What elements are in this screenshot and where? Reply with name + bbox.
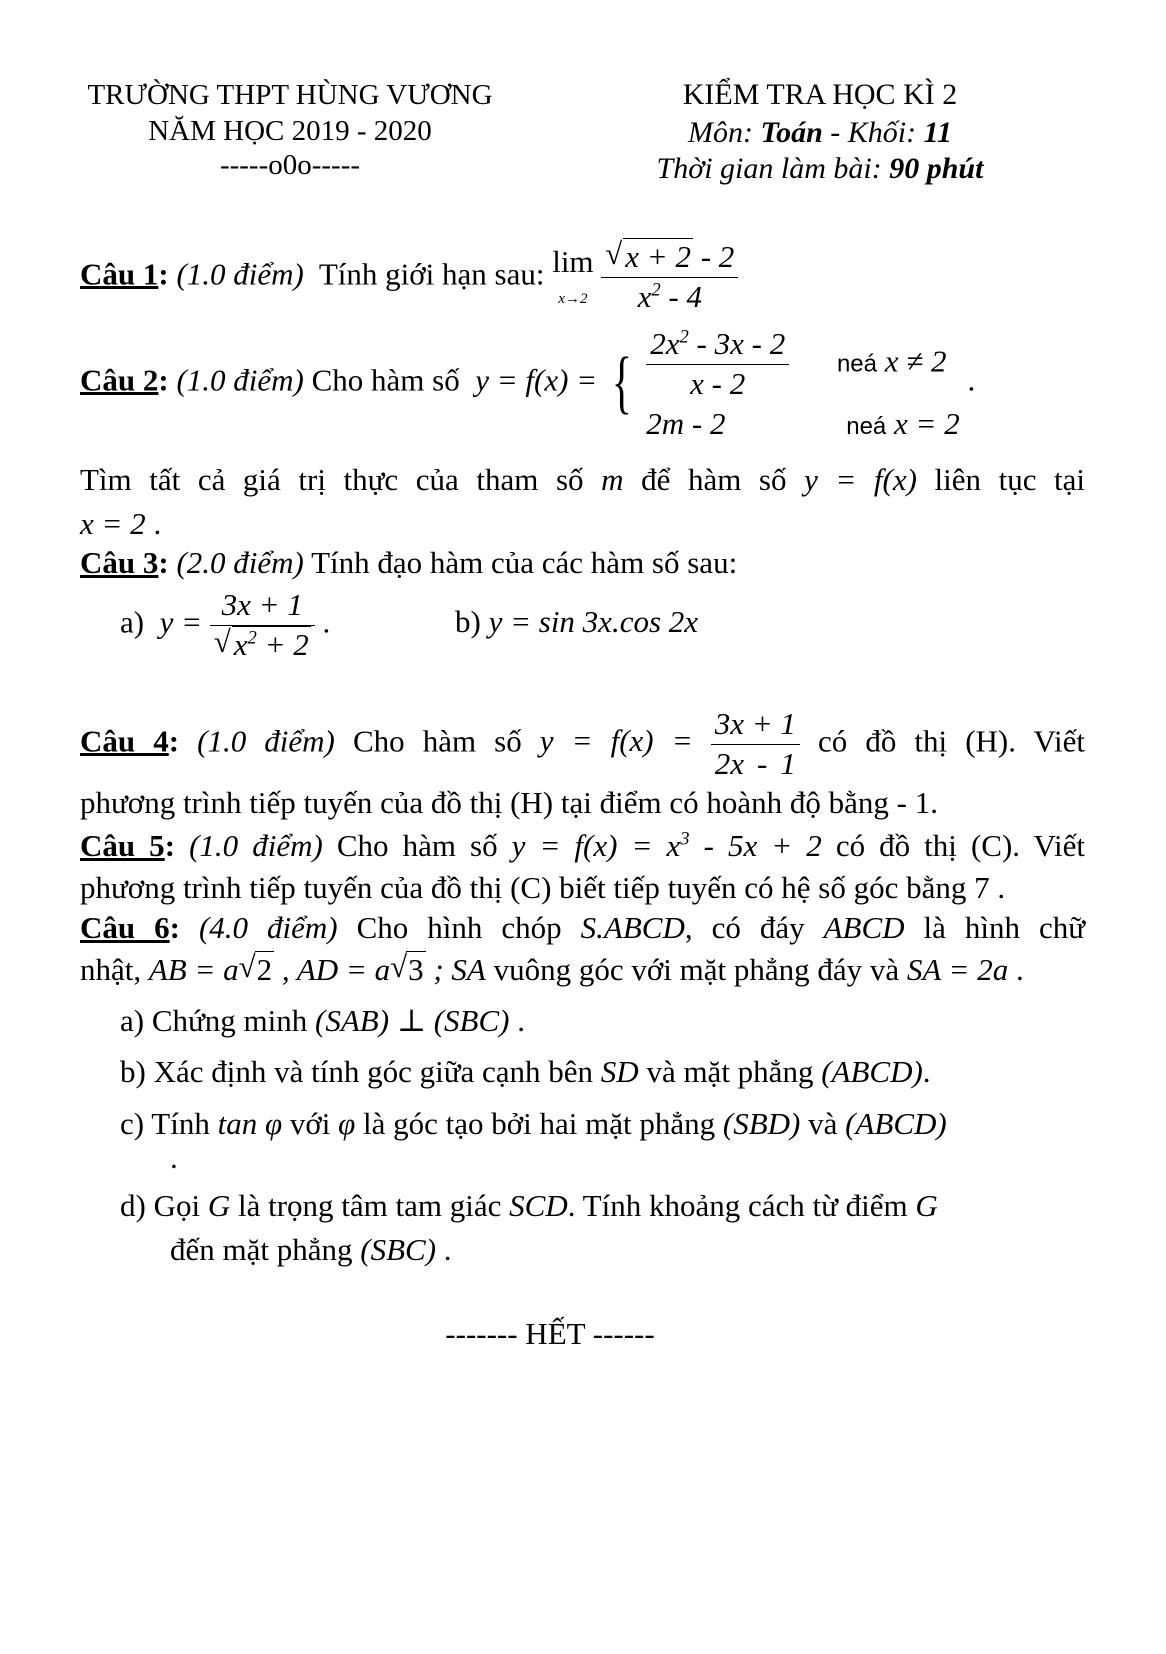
question-3b: b) y = sin 3x.cos 2x bbox=[455, 604, 699, 639]
exam-time: Thời gian làm bài: 90 phút bbox=[656, 152, 984, 185]
question-5: Câu 5: (1.0 điểm) Cho hàm số $y = f(x) = x^3 - 5x + 2$ có đồ thị (C). Viết bbox=[80, 828, 1086, 863]
question-2: Câu 2: (1.0 điểm) Cho hàm số y = f(x) = { $\frac{2x^2 - 3x - 2}{x - 2}$ neá x ≠ 2 2m - 2 neá x = 2 . bbox=[80, 326, 976, 441]
question-2-line-2: Tìm tất cả giá trị thực của tham số m để hàm số y = f(x) liên tục tại bbox=[80, 462, 1086, 497]
school-name: TRƯỜNG THPT HÙNG VƯƠNG bbox=[87, 79, 493, 111]
exam-subject: Môn: Toán - Khối: 11 bbox=[688, 116, 952, 149]
header-divider: -----o0o----- bbox=[219, 149, 361, 181]
question-2-line-3: x = 2 . bbox=[80, 506, 162, 541]
question-6c: c) Tính tan φ với φ là góc tạo bởi hai mặt phẳng (SBD) và (ABCD) bbox=[120, 1106, 947, 1141]
question-6d-line-2: đến mặt phẳng (SBC) . bbox=[170, 1232, 452, 1267]
question-6b: b) Xác định và tính góc giữa cạnh bên SD và mặt phẳng (ABCD). bbox=[120, 1054, 931, 1089]
school-year: NĂM HỌC 2019 - 2020 bbox=[148, 115, 432, 147]
question-3a: a) y = 3x + 1 √ $x^2 + 2$ . bbox=[120, 587, 331, 662]
question-6-line-2: nhật, AB = a √ 2 , AD = a √ 3 ; SA vuông góc với mặt phẳng đáy và SA = 2a . bbox=[80, 949, 1024, 987]
question-4-line-2: phương trình tiếp tuyến của đồ thị (H) tại điểm có hoành độ bằng - 1. bbox=[80, 785, 938, 820]
question-6c-period: . bbox=[170, 1140, 178, 1175]
exam-title: KIỂM TRA HỌC KÌ 2 bbox=[682, 78, 958, 111]
question-6d: d) Gọi G là trọng tâm tam giác SCD. Tính khoảng cách từ điểm G bbox=[120, 1188, 938, 1223]
question-1: Câu 1: (1.0 điểm) Tính giới hạn sau: lim x→2 √ x + 2 - 2 $x^2 - 4$ bbox=[80, 238, 738, 317]
question-4: Câu 4: (1.0 điểm) Cho hàm số y = f(x) = $\frac{3x + 1}{2x - 1}$ có đồ thị (H). Viết bbox=[80, 706, 1086, 781]
question-3: Câu 3: (2.0 điểm) Tính đạo hàm của các hàm số sau: bbox=[80, 545, 738, 580]
question-5-line-2: phương trình tiếp tuyến của đồ thị (C) biết tiếp tuyến có hệ số góc bằng 7 . bbox=[80, 870, 1006, 905]
question-6a: a) Chứng minh (SAB) ⊥ (SBC) . bbox=[120, 1003, 525, 1038]
question-6: Câu 6: (4.0 điểm) Cho hình chóp S.ABCD, có đáy ABCD là hình chữ bbox=[80, 910, 1086, 945]
end-marker: ------- HẾT ------ bbox=[445, 1316, 655, 1351]
